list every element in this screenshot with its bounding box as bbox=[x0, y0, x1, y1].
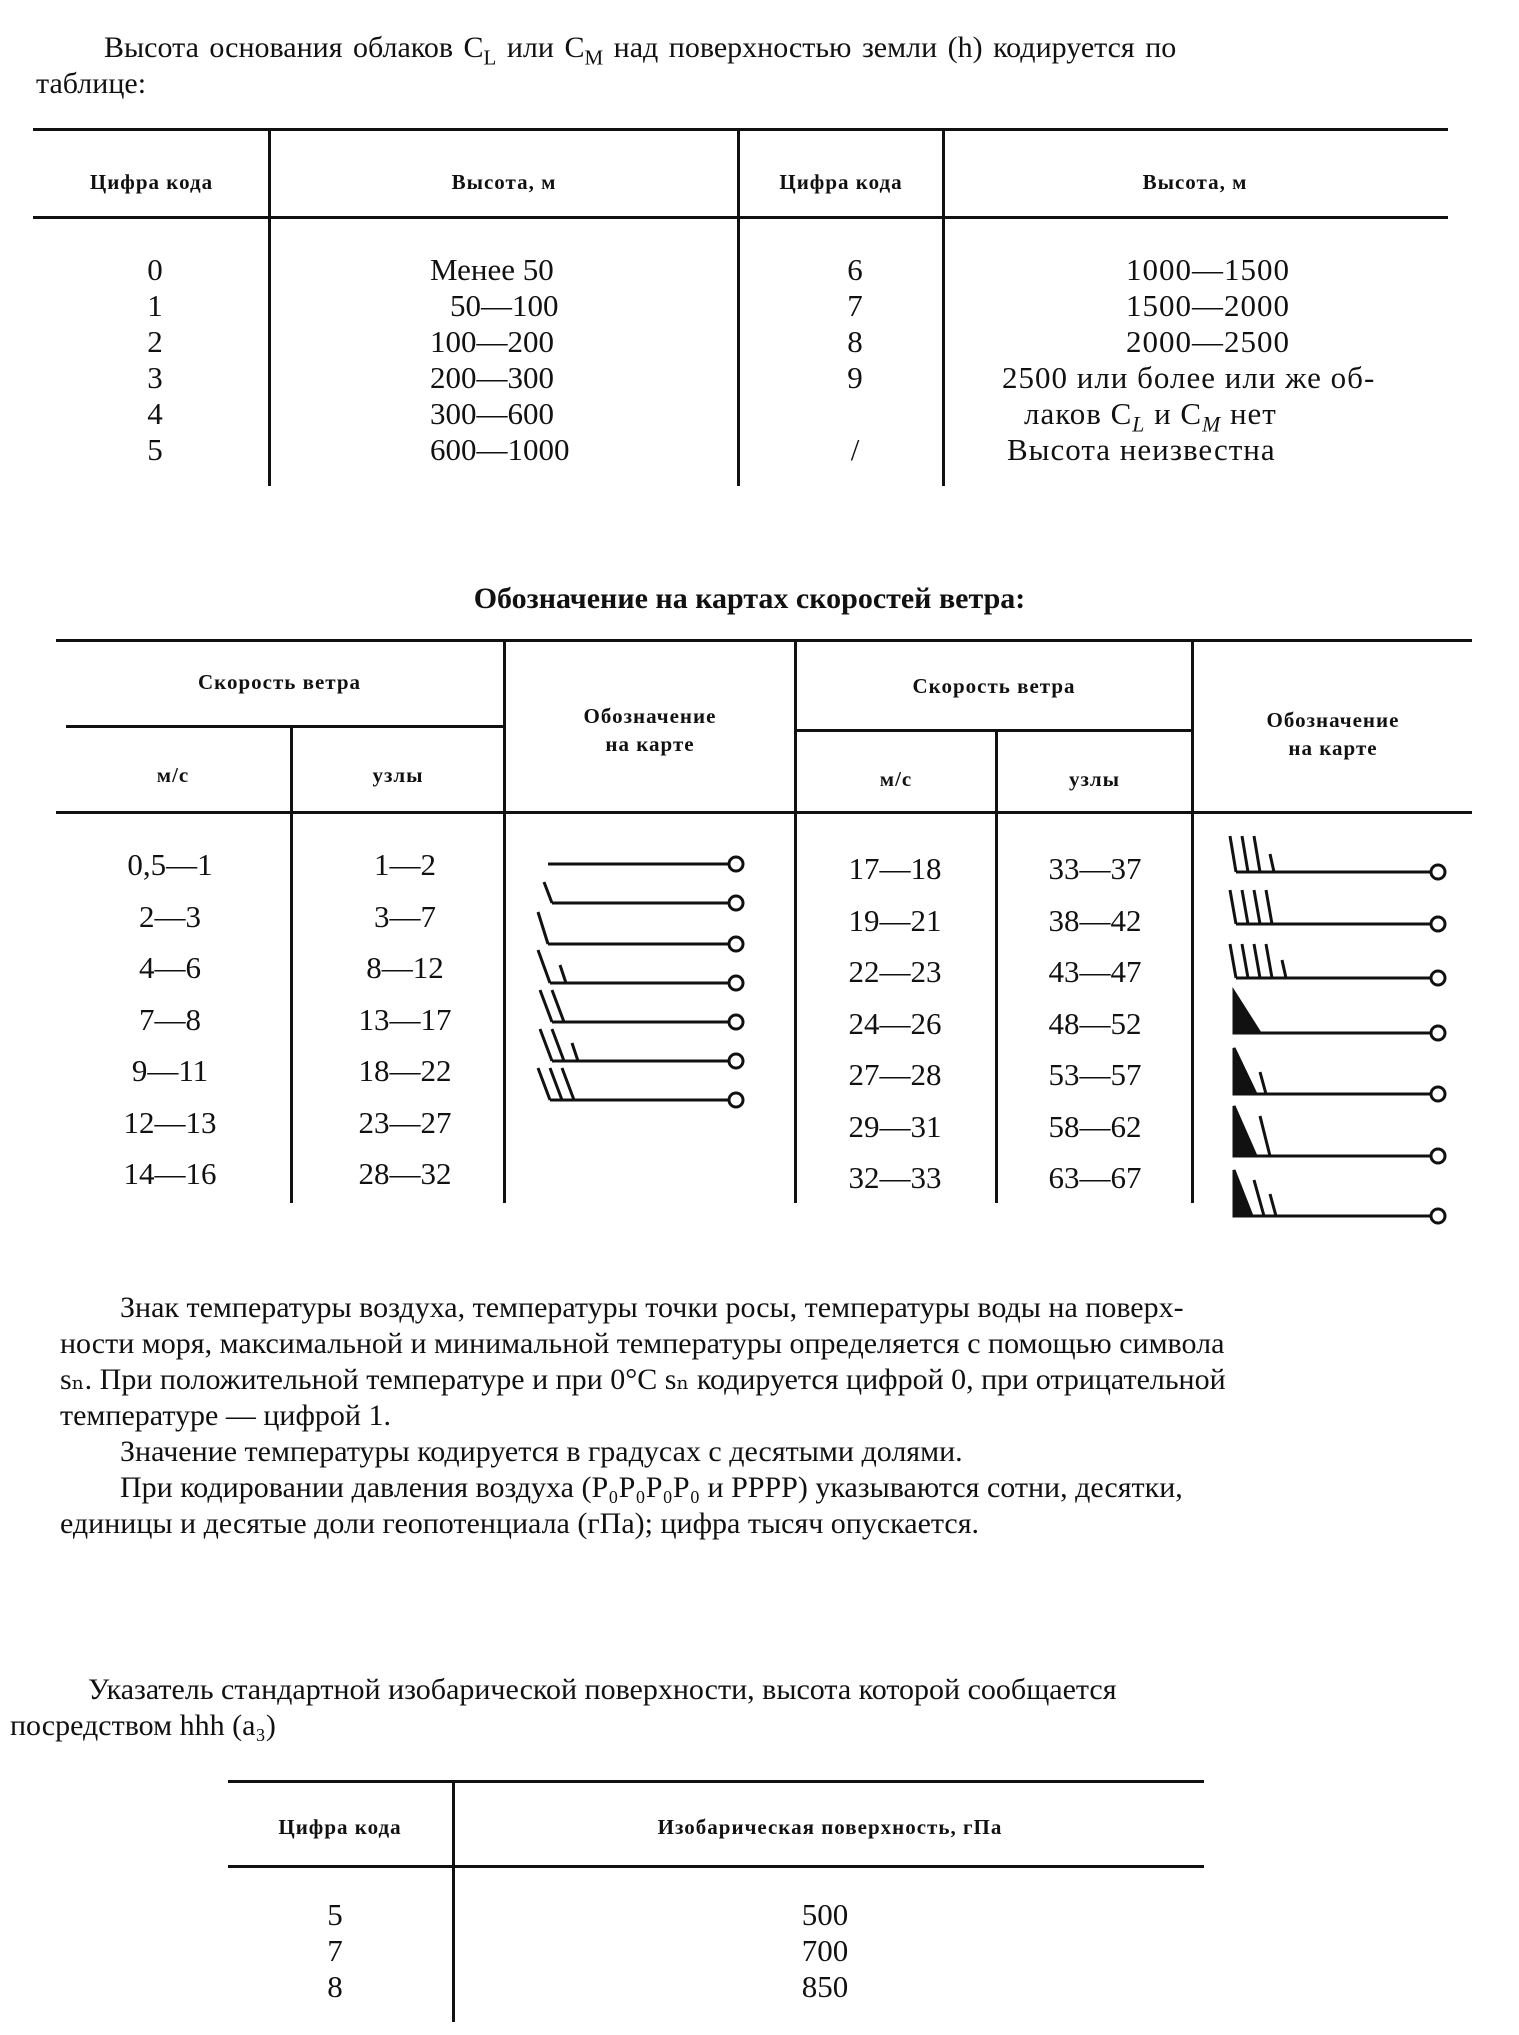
cloud-code: / bbox=[850, 432, 860, 467]
cloud-left-heights bbox=[430, 252, 730, 468]
cloud-height: 200—300 bbox=[430, 360, 554, 395]
wind-speed-knots: 48—52 bbox=[1048, 1005, 1142, 1041]
wind-symbols-left bbox=[506, 820, 792, 1205]
wind-barb-23-27kt bbox=[540, 1029, 743, 1068]
intro-text-a: Высота основания облаков C bbox=[104, 31, 484, 64]
wind-speed-ms: 9—11 bbox=[131, 1053, 209, 1088]
wind-header-knots-right: узлы bbox=[1068, 767, 1121, 791]
iso-value: 850 bbox=[801, 1969, 849, 2004]
wind-speed-knots: 38—42 bbox=[1048, 902, 1142, 938]
cloud-right-codes bbox=[810, 252, 900, 468]
temp-p2: Значение температуры кодируется в градусах с десятыми долями. bbox=[120, 1435, 963, 1468]
iso-header-surface: Изобарическая поверхность, гПа bbox=[657, 1815, 1003, 1839]
wind-speed-knots: 23—27 bbox=[358, 1104, 452, 1140]
wind-speed-ms: 19—21 bbox=[848, 902, 942, 938]
cloud-sub-l: L bbox=[1132, 412, 1146, 437]
iso-values bbox=[770, 1897, 880, 2005]
cloud-height: Высота неизвестна bbox=[1007, 432, 1276, 467]
wind-speed-ms: 22—23 bbox=[848, 954, 942, 989]
wind-barb-3-7kt bbox=[544, 882, 743, 910]
wind-speed-ms: 14—16 bbox=[123, 1156, 217, 1191]
cloud-code: 2 bbox=[147, 324, 163, 359]
wind-speed-ms: 27—28 bbox=[848, 1057, 942, 1092]
wind-speed-knots: 28—32 bbox=[358, 1156, 452, 1191]
cloud-code bbox=[810, 396, 900, 432]
cloud-code: 3 bbox=[147, 360, 163, 395]
cloud-code: 8 bbox=[847, 324, 863, 359]
wind-header-knots-left: узлы bbox=[372, 763, 424, 787]
wind-speed-knots: 13—17 bbox=[358, 1001, 452, 1037]
intro-sub-l: L bbox=[483, 45, 497, 70]
cloud-code: 6 bbox=[847, 252, 863, 287]
wind-speed-knots: 53—57 bbox=[1048, 1057, 1142, 1092]
wind-barb-28-32kt bbox=[538, 1068, 743, 1107]
cloud-code: 4 bbox=[147, 396, 163, 431]
cloud-code: 0 bbox=[147, 252, 163, 287]
cloud-header-code-1: Цифра кода bbox=[89, 170, 214, 194]
iso-header-rule bbox=[228, 1865, 1204, 1868]
wind-title-text: Обозначение на картах скоростей ветра bbox=[473, 582, 1016, 615]
iso-value: 700 bbox=[801, 1933, 849, 1968]
wind-barb-8-12kt bbox=[538, 912, 743, 951]
intro-line-2: таблице: bbox=[36, 67, 147, 100]
cloud-left-codes bbox=[110, 252, 200, 468]
wind-barb-43-47kt bbox=[1230, 944, 1445, 985]
wind-speed-knots: 1—2 bbox=[374, 847, 436, 882]
wind-speed-knots: 43—47 bbox=[1048, 954, 1142, 989]
wind-speed-ms: 0,5—1 bbox=[127, 847, 213, 882]
wind-header-symbol-right bbox=[1194, 706, 1472, 762]
cloud-height-part: лаков C bbox=[1024, 396, 1133, 431]
wind-barb-13-17kt bbox=[538, 950, 743, 990]
wind-left-group-rule bbox=[66, 725, 503, 728]
cloud-height-part: нет bbox=[1221, 396, 1277, 431]
wind-speed-ms: 24—26 bbox=[848, 1005, 942, 1041]
wind-speed-knots: 63—67 bbox=[1048, 1160, 1142, 1195]
cloud-header-height-2: Высота, м bbox=[1142, 170, 1248, 194]
iso-top-rule bbox=[228, 1780, 1204, 1783]
wind-header-speed-left: Скорость ветра bbox=[197, 670, 362, 694]
cloud-right-heights bbox=[1002, 252, 1442, 468]
wind-left-knots bbox=[330, 839, 480, 1200]
wind-barb-58-62kt bbox=[1234, 1106, 1445, 1163]
wind-speed-ms: 4—6 bbox=[139, 950, 201, 985]
wind-right-knots bbox=[1020, 843, 1170, 1204]
wind-barb-18-22kt bbox=[540, 990, 743, 1029]
intro-line-1 bbox=[104, 30, 1444, 75]
wind-header-rule bbox=[56, 811, 1472, 814]
wind-title: Обозначение на картах скоростей ветра: bbox=[473, 582, 1026, 615]
intro-sub-m: M bbox=[584, 45, 604, 70]
wind-speed-knots: 8—12 bbox=[366, 950, 444, 985]
iso-code: 8 bbox=[327, 1969, 343, 2004]
cloud-height: 300—600 bbox=[430, 396, 554, 431]
wind-speed-knots: 33—37 bbox=[1048, 851, 1142, 886]
intro-text-b: или C bbox=[496, 31, 585, 64]
iso-code: 5 bbox=[327, 1897, 343, 1932]
wind-header-ms-left: м/с bbox=[156, 763, 190, 787]
temp-p1-line-1: Знак температуры воздуха, температуры точки росы, температуры воды на поверх- bbox=[120, 1291, 1184, 1324]
cloud-height: Менее 50 bbox=[430, 252, 554, 287]
temp-p3-line-1: При кодировании давления воздуха (P₀P₀P₀P₀ и PPPP) указываются сотни, десятки, bbox=[120, 1471, 1183, 1504]
wind-speed-knots: 3—7 bbox=[374, 898, 436, 934]
cloud-code: 9 bbox=[847, 360, 863, 395]
wind-speed-ms: 29—31 bbox=[848, 1108, 942, 1144]
wind-divider-4 bbox=[995, 731, 998, 1203]
wind-symbols-right bbox=[1194, 820, 1472, 1230]
temp-p1-line-4: температуре — цифрой 1. bbox=[60, 1399, 391, 1432]
cloud-code: 5 bbox=[147, 432, 163, 467]
wind-header-symbol-left bbox=[506, 702, 794, 758]
iso-code: 7 bbox=[327, 1933, 343, 1968]
cloud-header-height-1: Высота, м bbox=[451, 170, 557, 194]
wind-header-ms-right: м/с bbox=[879, 767, 913, 791]
cloud-table-header-rule bbox=[33, 216, 1448, 219]
cloud-sub-m: M bbox=[1202, 412, 1222, 437]
wind-speed-knots: 18—22 bbox=[358, 1053, 452, 1088]
temp-p1-line-3: sₙ. При положительной температуре и при 0°C sₙ кодируется цифрой 0, при отрицательной bbox=[60, 1363, 1226, 1396]
cloud-height-part: и C bbox=[1145, 396, 1203, 431]
wind-right-group-rule bbox=[796, 729, 1191, 732]
iso-intro-line-1: Указатель стандартной изобарической поверхности, высота которой сообщается bbox=[88, 1673, 1117, 1706]
cloud-code: 1 bbox=[147, 288, 163, 323]
wind-barb-63-67kt bbox=[1234, 1170, 1445, 1223]
temp-p3-line-2: единицы и десятые доли геопотенциала (гПа); цифра тысяч опускается. bbox=[60, 1507, 980, 1540]
cloud-height: 1500—2000 bbox=[1126, 288, 1290, 323]
wind-barb-1-2kt bbox=[548, 857, 743, 871]
wind-barb-48-52kt bbox=[1234, 992, 1445, 1040]
wind-header-symbol-line-2: на карте bbox=[605, 732, 695, 756]
wind-header-speed-right: Скорость ветра bbox=[912, 674, 1076, 698]
iso-intro bbox=[10, 1672, 1450, 1744]
iso-header-code: Цифра кода bbox=[278, 1815, 402, 1839]
wind-barb-33-37kt bbox=[1230, 836, 1445, 879]
iso-value: 500 bbox=[801, 1897, 849, 1932]
cloud-height: 1000—1500 bbox=[1126, 252, 1290, 287]
wind-speed-knots: 58—62 bbox=[1048, 1108, 1142, 1144]
iso-codes bbox=[290, 1897, 380, 2005]
cloud-height: 2000—2500 bbox=[1126, 324, 1290, 359]
cloud-code: 7 bbox=[847, 288, 863, 323]
wind-speed-ms: 32—33 bbox=[848, 1160, 942, 1195]
wind-top-rule bbox=[56, 639, 1472, 642]
cloud-table-top-rule bbox=[33, 128, 1448, 131]
iso-intro-line-2: посредством hhh (a₃) bbox=[10, 1709, 276, 1742]
cloud-height: 600—1000 bbox=[430, 432, 570, 467]
temp-p1-line-2: ности моря, максимальной и минимальной температуры определяется с помощью символа bbox=[60, 1327, 1225, 1360]
wind-barb-38-42kt bbox=[1230, 890, 1445, 931]
cloud-height-line bbox=[1002, 396, 1442, 437]
temp-paragraph bbox=[60, 1290, 1460, 1542]
cloud-height: 50—100 bbox=[450, 288, 559, 323]
cloud-height: 2500 или более или же об- bbox=[1002, 360, 1376, 395]
wind-divider-3 bbox=[794, 641, 797, 1203]
wind-speed-ms: 7—8 bbox=[139, 1001, 201, 1037]
cloud-header-code-2: Цифра кода bbox=[779, 170, 903, 194]
wind-right-ms bbox=[820, 843, 970, 1204]
wind-left-ms bbox=[90, 839, 250, 1200]
wind-barb-53-57kt bbox=[1234, 1048, 1445, 1101]
intro-text-c: над поверхностью земли (h) кодируется по bbox=[603, 31, 1177, 64]
wind-divider-1 bbox=[290, 727, 293, 1203]
wind-header-symbol-line-2: на карте bbox=[1288, 736, 1378, 760]
wind-speed-ms: 17—18 bbox=[848, 851, 942, 886]
wind-header-symbol-line-1: Обозначение bbox=[583, 704, 717, 728]
wind-speed-ms: 12—13 bbox=[123, 1104, 217, 1140]
wind-speed-ms: 2—3 bbox=[139, 898, 201, 934]
cloud-height: 100—200 bbox=[430, 324, 554, 359]
wind-header-symbol-line-1: Обозначение bbox=[1266, 708, 1400, 732]
